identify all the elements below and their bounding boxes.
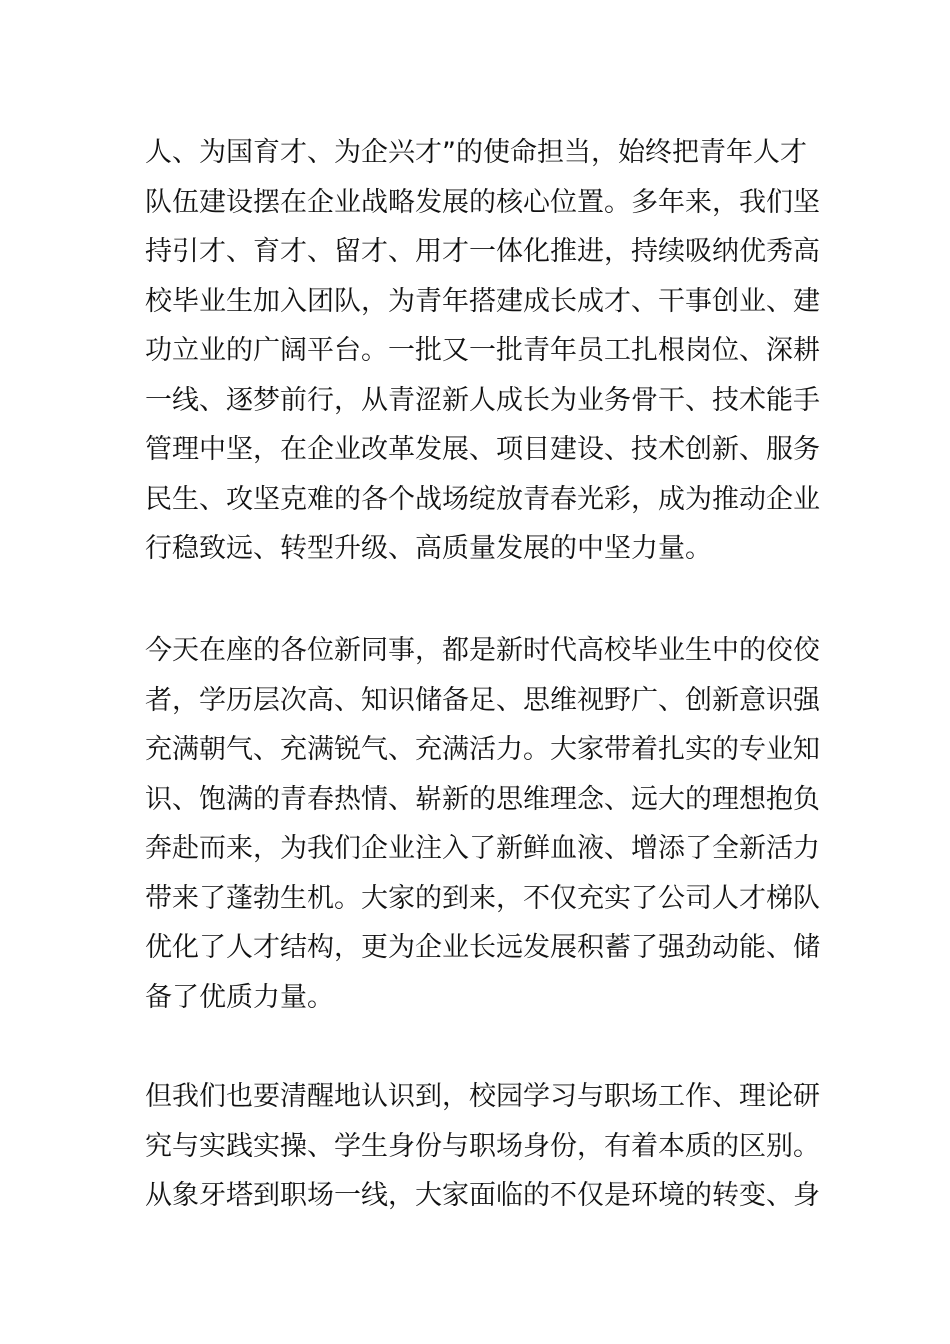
- text-line: 功立业的广阔平台。一批又一批青年员工扎根岗位、深耕: [145, 335, 820, 366]
- text-line: 优化了人才结构，更为企业长远发展积蓄了强劲动能、储: [145, 932, 820, 963]
- text-line: 从象牙塔到职场一线，大家面临的不仅是环境的转变、身: [145, 1180, 820, 1211]
- text-line: 一线、逐梦前行，从青涩新人成长为业务骨干、技术能手: [145, 384, 820, 416]
- text-line: 者，学历层次高、知识储备足、思维视野广、创新意识强: [145, 684, 820, 716]
- text-line: 究与实践实操、学生身份与职场身份，有着本质的区别。: [145, 1130, 820, 1162]
- text-line: 行稳致远、转型升级、高质量发展的中坚力量。: [145, 533, 712, 564]
- text-line: 持引才、育才、留才、用才一体化推进，持续吸纳优秀高: [145, 236, 820, 267]
- text-line: 民生、攻坚克难的各个战场绽放青春光彩，成为推动企业: [145, 483, 820, 515]
- text-line: 充满朝气、充满锐气、充满活力。大家带着扎实的专业知: [145, 734, 820, 765]
- text-line: 管理中坚，在企业改革发展、项目建设、技术创新、服务: [145, 434, 820, 465]
- text-line: 人、为国育才、为企兴才”的使命担当，始终把青年人才: [145, 137, 807, 168]
- paragraph-2: [145, 626, 825, 1022]
- text-line: 校毕业生加入团队，为青年搭建成长成才、干事创业、建: [145, 285, 820, 317]
- text-line: 备了优质力量。: [145, 981, 334, 1013]
- text-line: 奔赴而来，为我们企业注入了新鲜血液、增添了全新活力: [145, 833, 820, 864]
- text-line: 今天在座的各位新同事，都是新时代高校毕业生中的佼佼: [145, 635, 820, 666]
- text-line: 带来了蓬勃生机。大家的到来，不仅充实了公司人才梯队: [145, 882, 820, 914]
- text-line: 但我们也要清醒地认识到，校园学习与职场工作、理论研: [145, 1081, 820, 1112]
- paragraph-3: [145, 1072, 825, 1221]
- paragraph-1: [145, 128, 825, 574]
- text-line: 队伍建设摆在企业战略发展的核心位置。多年来，我们坚: [145, 186, 820, 218]
- text-line: 识、饱满的青春热情、崭新的思维理念、远大的理想抱负: [145, 783, 820, 815]
